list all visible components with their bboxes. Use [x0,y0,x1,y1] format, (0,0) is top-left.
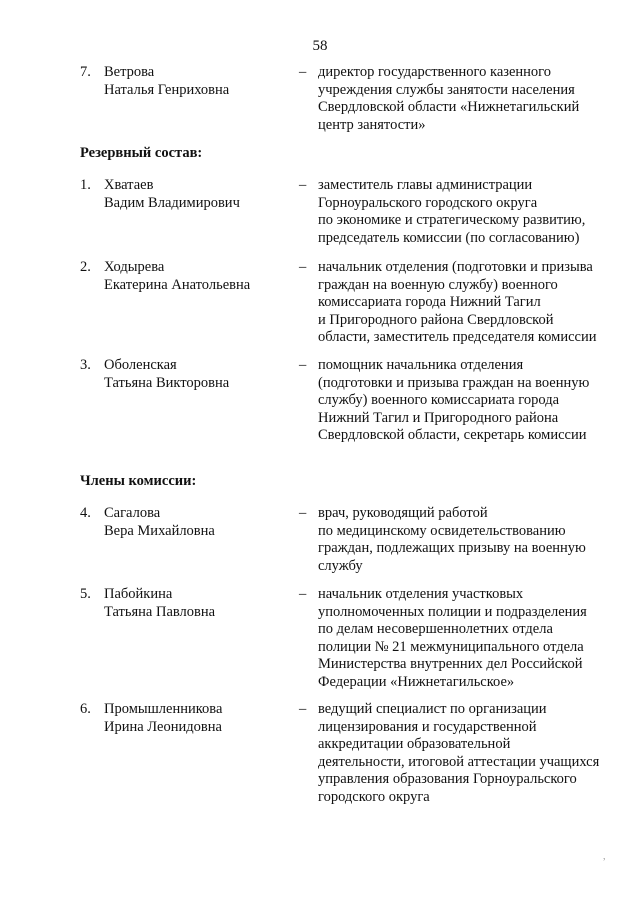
given-names: Ирина Леонидовна [104,718,222,735]
entry-number: 1. [80,177,91,193]
position-line: области, заместитель председателя комиссии [318,329,597,345]
position-line: и Пригородного района Свердловской [318,311,554,328]
position-line: комиссариата города Нижний Тагил [318,294,541,310]
position-line: деятельности, итоговой аттестации учащихся [318,753,600,770]
position-line: лицензирования и государственной [318,718,537,735]
given-names: Татьяна Викторовна [104,374,230,391]
entry-number: 2. [80,259,91,275]
given-names: Вадим Владимирович [104,194,240,211]
surname: Оболенская [104,357,177,373]
position-line: службу [318,557,363,574]
position-line: Нижний Тагил и Пригородного района [318,409,559,426]
position-line: заместитель главы администрации [318,177,533,193]
position-line: центр занятости» [318,116,426,133]
position-line: по экономике и стратегическому развитию, [318,212,586,228]
entry-number: 7. [80,64,91,80]
entry-number: 6. [80,701,91,717]
position-line: граждан, подлежащих призыву на военную [318,540,586,556]
dash: – [299,505,307,521]
member-name [104,586,284,621]
position-line: (подготовки и призыва граждан на военную [318,374,590,391]
entry-number: 4. [80,505,91,521]
dash: – [299,64,307,80]
member-name [104,259,284,294]
member-position [318,357,618,445]
position-line: граждан на военную службу) военного [318,276,558,293]
position-line: Свердловской области «Нижнетагильский [318,99,580,115]
dash: – [299,701,307,717]
entry-number: 5. [80,586,91,602]
surname: Ветрова [104,64,155,80]
member-position [318,505,618,575]
position-line: аккредитации образовательной [318,736,511,752]
section-heading-reserve: Резервный состав: [80,145,203,161]
position-line: Министерства внутренних дел Российской [318,656,583,672]
position-line: Федерации «Нижнетагильское» [318,673,515,690]
position-line: начальник отделения (подготовки и призыва [318,259,593,275]
position-line: врач, руководящий работой [318,505,488,521]
dash: – [299,177,307,193]
member-position [318,701,618,806]
position-line: Свердловской области, секретарь комиссии [318,427,587,443]
member-position [318,64,618,134]
member-position [318,586,618,691]
scan-mark: , [603,851,606,862]
member-name [104,64,284,99]
position-line: службу) военного комиссариата города [318,392,560,408]
position-line: уполномоченных полиции и подразделения [318,603,587,620]
member-name [104,701,284,736]
section-heading-members: Члены комиссии: [80,473,197,489]
surname: Ходырева [104,259,165,275]
given-names: Наталья Генриховна [104,81,230,98]
surname: Промышленникова [104,701,223,717]
position-line: начальник отделения участковых [318,586,524,602]
member-name [104,505,284,540]
position-line: ведущий специалист по организации [318,701,547,717]
position-line: управления образования Горноуральского [318,771,577,787]
dash: – [299,357,307,373]
position-line: полиции № 21 межмуниципального отдела [318,638,584,655]
position-line: председатель комиссии (по согласованию) [318,229,580,246]
member-name [104,357,284,392]
position-line: Горноуральского городского округа [318,194,538,211]
entry-number: 3. [80,357,91,373]
given-names: Вера Михайловна [104,522,215,539]
dash: – [299,586,307,602]
given-names: Екатерина Анатольевна [104,276,251,293]
position-line: учреждения службы занятости населения [318,81,575,98]
position-line: помощник начальника отделения [318,357,524,373]
position-line: по медицинскому освидетельствованию [318,522,566,539]
member-position [318,259,618,347]
given-names: Татьяна Павловна [104,603,216,620]
position-line: городского округа [318,788,430,805]
dash: – [299,259,307,275]
surname: Пабойкина [104,586,173,602]
position-line: директор государственного казенного [318,64,552,80]
member-position [318,177,618,247]
surname: Хватаев [104,177,154,193]
member-name [104,177,284,212]
page-number: 58 [312,38,328,54]
surname: Сагалова [104,505,161,521]
position-line: по делам несовершеннолетних отдела [318,621,553,637]
